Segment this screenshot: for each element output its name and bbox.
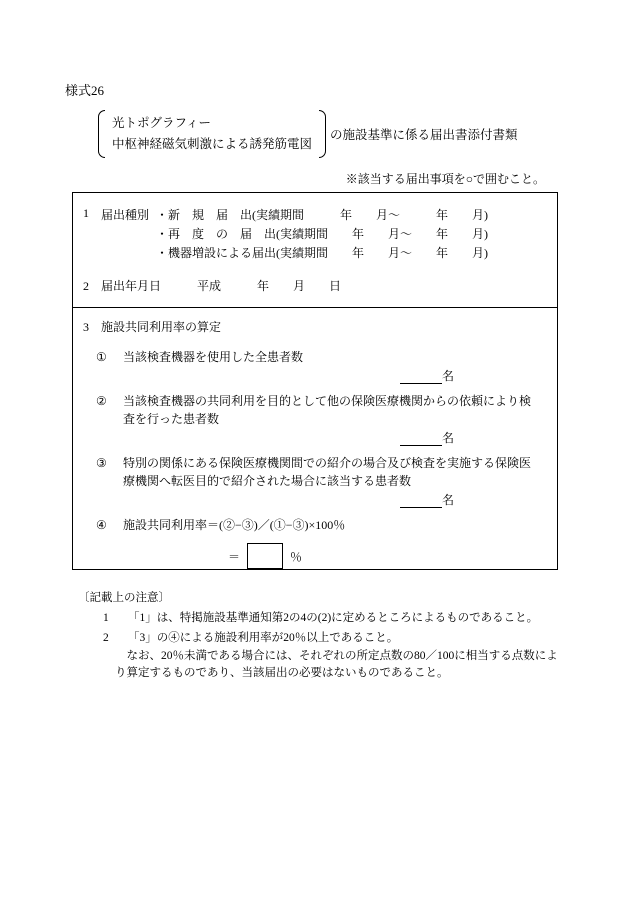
title-suffix: の施設基準に係る届出書添付書類 <box>330 128 518 142</box>
item1-marker: ① <box>96 350 107 364</box>
form-title <box>98 110 518 158</box>
right-bracket-icon <box>319 110 326 158</box>
note1-number: 1 <box>103 612 109 624</box>
item3-text: 特別の関係にある保険医療機関間での紹介の場合及び検査を実施する保険医療機関へ転医目的で紹介された場合に該当する患者数 <box>123 456 532 488</box>
item1-unit: 名 <box>442 369 455 383</box>
item3-marker: ③ <box>96 456 107 470</box>
option-repeat-notification[interactable]: ・再 度 の 届 出(実績期間 年 月〜 年 月) <box>156 227 488 241</box>
item4-text: 施設共同利用率＝(②−③)／(①−③)×100％ <box>123 518 346 532</box>
form-number: 様式26 <box>65 83 105 98</box>
item2-marker: ② <box>96 394 107 408</box>
option-equipment-addition-notification[interactable]: ・機器増設による届出(実績期間 年 月〜 年 月) <box>156 246 488 260</box>
notification-type-options <box>156 206 488 263</box>
percent-sign: ％ <box>290 549 303 564</box>
item3-count-row <box>83 492 547 508</box>
section-notification-date <box>73 277 557 295</box>
bracket-line-evoked-emg: 中枢神経磁気刺激による誘発筋電図 <box>112 137 313 151</box>
item-total-patients <box>96 348 547 366</box>
patient-count-field-2[interactable] <box>400 433 442 446</box>
notes-section <box>78 590 556 682</box>
note-1 <box>78 610 556 627</box>
section1-label: 届出種別 <box>101 208 150 222</box>
left-bracket-icon <box>98 110 105 158</box>
section-notification-type <box>73 206 557 263</box>
note2-text: 「3」の④による施設利用率が20％以上であること。 <box>128 632 399 644</box>
note2-number: 2 <box>103 632 109 644</box>
formula-result-row <box>228 542 547 570</box>
note2-supplement: なお、20％未満である場合には、それぞれの所定点数の80／100に相当する点数により算定するものであり、当該届出の必要はないものであること。 <box>115 650 558 679</box>
note-2 <box>78 630 556 647</box>
section-utilization-rate <box>73 308 557 570</box>
section2-number: 2 <box>83 279 89 293</box>
circle-applicable-instruction: ※該当する届出事項を○で囲むこと。 <box>345 172 545 186</box>
section1-number: 1 <box>83 206 89 220</box>
item2-text: 当該検査機器の共同利用を目的として他の保険医療機関からの依頼により検査を行った患者数 <box>123 394 532 426</box>
patient-count-field-3[interactable] <box>400 495 442 508</box>
bracketed-procedures <box>112 113 312 155</box>
main-form-box <box>72 192 558 570</box>
patient-count-field-1[interactable] <box>400 371 442 384</box>
item4-marker: ④ <box>96 518 107 532</box>
item2-unit: 名 <box>442 431 455 445</box>
section3-number: 3 <box>83 320 89 334</box>
item-shared-use-patients <box>96 392 547 428</box>
section2-label: 届出年月日 <box>101 279 162 293</box>
bracket-line-optical-topography: 光トポグラフィー <box>112 116 212 130</box>
utilization-rate-field[interactable] <box>247 543 283 569</box>
item2-count-row <box>83 430 547 446</box>
item1-text: 当該検査機器を使用した全患者数 <box>123 350 304 364</box>
note1-text: 「1」は、特掲施設基準通知第2の4の(2)に定めるところによるものであること。 <box>128 612 539 624</box>
section3-heading <box>83 318 547 336</box>
item-utilization-formula <box>96 516 547 534</box>
item1-count-row <box>83 368 547 384</box>
notification-date-field[interactable]: 平成 年 月 日 <box>197 279 342 293</box>
equals-sign: ＝ <box>228 549 241 564</box>
section3-label: 施設共同利用率の算定 <box>101 320 222 334</box>
notes-title: 〔記載上の注意〕 <box>78 592 170 604</box>
item-special-relation-patients <box>96 454 547 490</box>
option-new-notification[interactable]: ・新 規 届 出(実績期間 年 月〜 年 月) <box>156 208 488 222</box>
item3-unit: 名 <box>442 493 455 507</box>
